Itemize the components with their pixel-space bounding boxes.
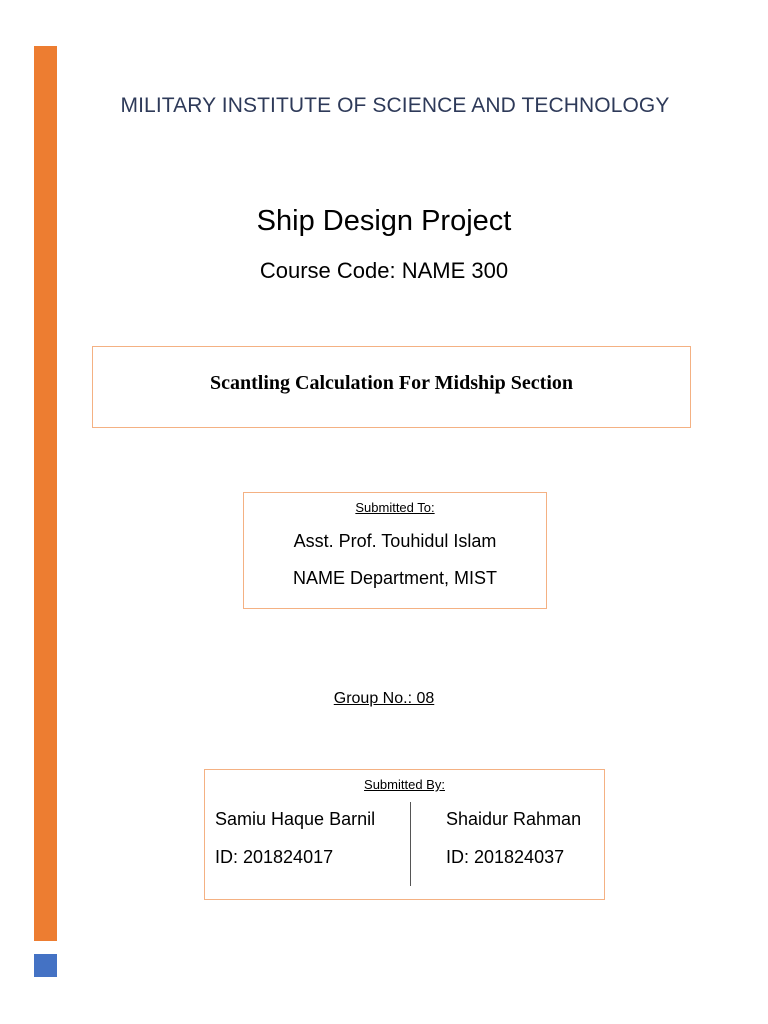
supervisor-name: Asst. Prof. Touhidul Islam bbox=[293, 531, 497, 551]
institute-name: MILITARY INSTITUTE OF SCIENCE AND TECHNOLOGY bbox=[120, 94, 670, 117]
topic-title: Scantling Calculation For Midship Section bbox=[209, 372, 573, 394]
blue-corner-square bbox=[34, 954, 57, 977]
orange-side-bar bbox=[34, 46, 57, 941]
submitted-by-heading: Submitted By: bbox=[364, 777, 445, 792]
member-divider bbox=[410, 802, 411, 886]
member-1-id: ID: 201824017 bbox=[215, 847, 334, 867]
supervisor-department: NAME Department, MIST bbox=[292, 568, 498, 588]
project-title: Ship Design Project bbox=[256, 205, 512, 237]
member-2-id: ID: 201824037 bbox=[446, 847, 565, 867]
submitted-by-box bbox=[204, 769, 605, 900]
topic-box bbox=[92, 346, 691, 428]
submitted-to-heading: Submitted To: bbox=[355, 500, 435, 515]
group-number: Group No.: 08 bbox=[333, 690, 435, 707]
member-1-name: Samiu Haque Barnil bbox=[215, 809, 376, 829]
course-code: Course Code: NAME 300 bbox=[259, 258, 509, 283]
member-2-name: Shaidur Rahman bbox=[446, 809, 582, 829]
submitted-to-box bbox=[243, 492, 547, 609]
